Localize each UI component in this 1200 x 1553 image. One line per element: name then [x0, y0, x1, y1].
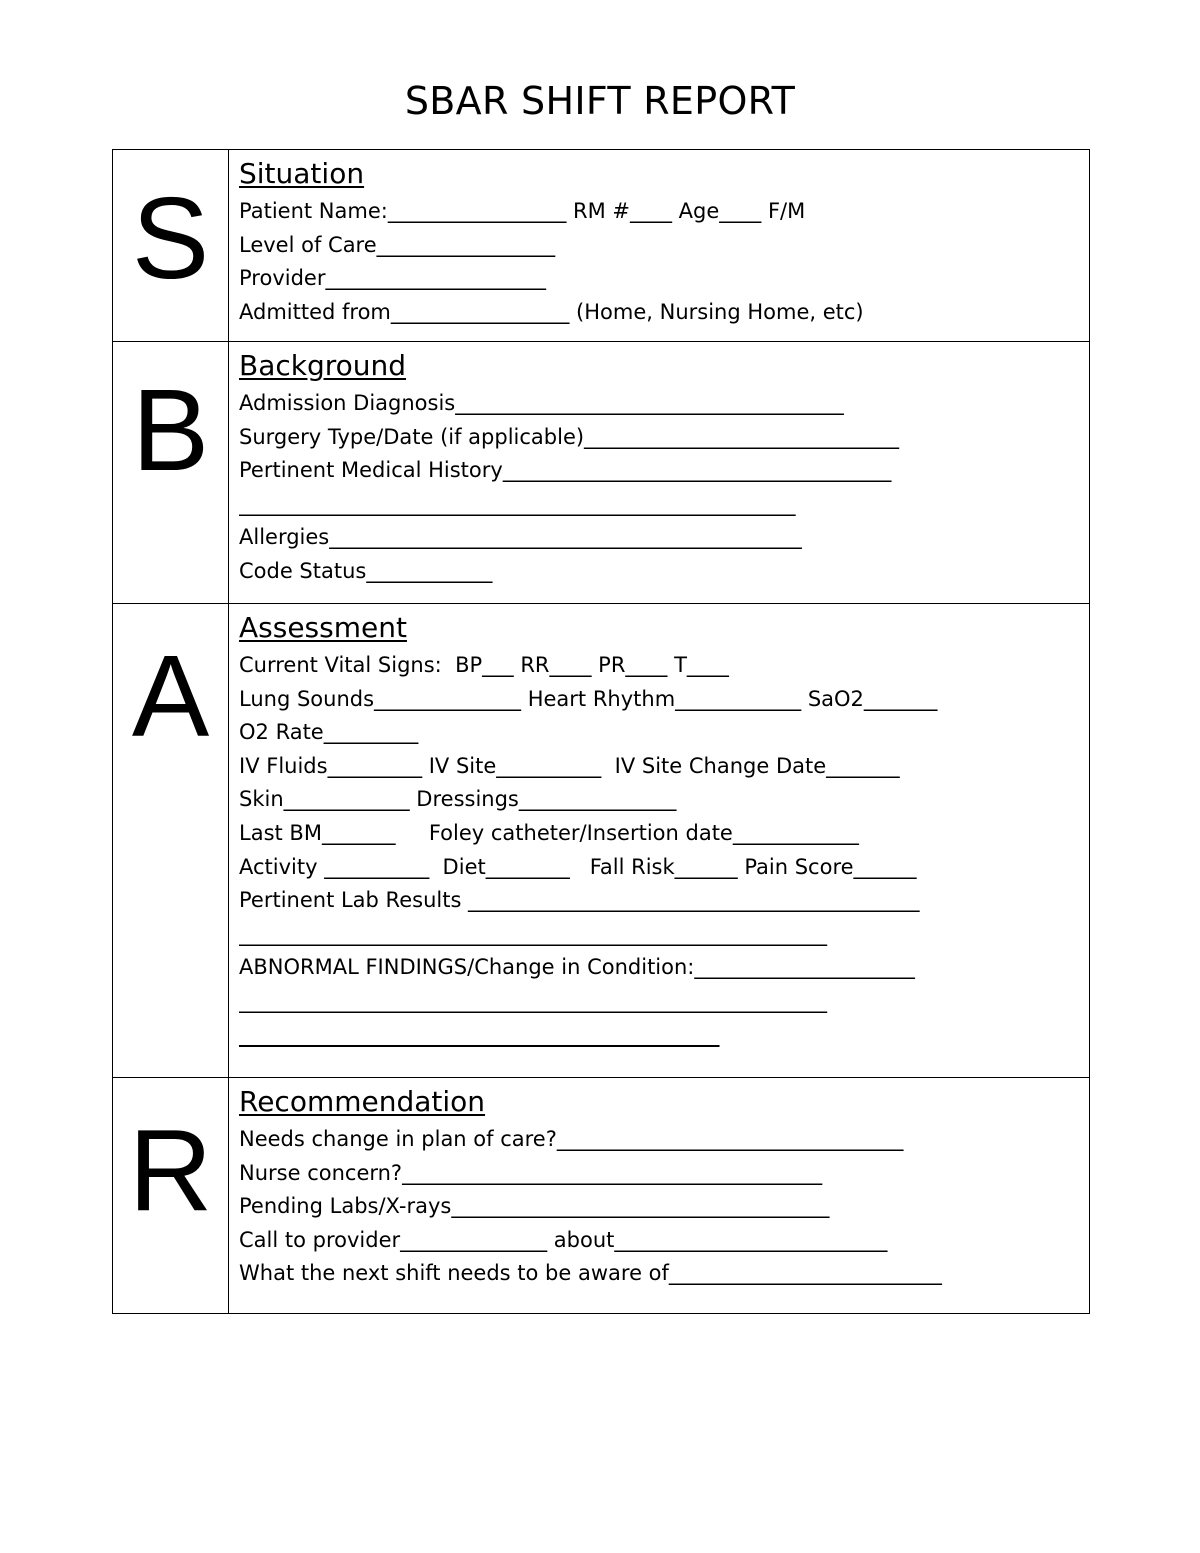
lab-results-continued-line[interactable]: ________________________________________________________	[239, 921, 827, 946]
admitted-from-line[interactable]: Admitted from_________________ (Home, Nursing Home, etc)	[239, 299, 864, 324]
abnormal-findings-line[interactable]: ABNORMAL FINDINGS/Change in Condition:_____________________	[239, 955, 915, 980]
background-row	[113, 342, 1089, 604]
recommendation-content	[229, 1078, 1089, 1313]
situation-heading: Situation	[239, 157, 365, 190]
background-letter: B	[131, 365, 210, 495]
nurse-concern-line[interactable]: Nurse concern?________________________________________	[239, 1160, 823, 1185]
abnormal-findings-bold-line[interactable]: ________________________________________________	[239, 1022, 719, 1047]
assessment-content	[229, 604, 1089, 1077]
pending-labs-line[interactable]: Pending Labs/X-rays____________________________________	[239, 1194, 830, 1219]
skin-line[interactable]: Skin____________ Dressings_______________	[239, 787, 677, 812]
admission-diagnosis-line[interactable]: Admission Diagnosis_____________________________________	[239, 391, 844, 415]
next-shift-awareness-line[interactable]: What the next shift needs to be aware of__________________________	[239, 1261, 942, 1286]
situation-letter-cell	[113, 150, 229, 341]
iv-fluids-line[interactable]: IV Fluids_________ IV Site__________ IV Site Change Date_______	[239, 753, 900, 778]
situation-letter: S	[131, 173, 210, 303]
surgery-type-line[interactable]: Surgery Type/Date (if applicable)______________________________	[239, 424, 900, 449]
sbar-table	[112, 149, 1090, 1314]
medical-history-line[interactable]: Pertinent Medical History_____________________________________	[239, 458, 892, 483]
abnormal-findings-continued-line[interactable]: ________________________________________________________	[239, 988, 827, 1013]
background-content	[229, 342, 1089, 603]
patient-name-line[interactable]: Patient Name:_________________ RM #____ Age____ F/M	[239, 199, 806, 223]
assessment-letter-cell	[113, 604, 229, 1077]
recommendation-heading: Recommendation	[239, 1085, 486, 1118]
page-title: SBAR SHIFT REPORT	[404, 79, 796, 123]
recommendation-row	[113, 1078, 1089, 1314]
last-bm-line[interactable]: Last BM_______ Foley catheter/Insertion date____________	[239, 820, 859, 845]
code-status-line[interactable]: Code Status____________	[239, 558, 493, 583]
level-of-care-line[interactable]: Level of Care_________________	[239, 232, 556, 257]
lab-results-line[interactable]: Pertinent Lab Results ___________________________________________	[239, 888, 920, 913]
situation-content	[229, 150, 1089, 341]
background-letter-cell	[113, 342, 229, 603]
background-heading: Background	[239, 349, 407, 382]
recommendation-letter: R	[128, 1105, 213, 1235]
provider-line[interactable]: Provider_____________________	[239, 266, 546, 291]
recommendation-letter-cell	[113, 1078, 229, 1313]
lung-sounds-line[interactable]: Lung Sounds______________ Heart Rhythm____________ SaO2_______	[239, 686, 938, 711]
assessment-letter: A	[131, 631, 210, 761]
call-to-provider-line[interactable]: Call to provider______________ about__________________________	[239, 1227, 888, 1252]
allergies-line[interactable]: Allergies_____________________________________________	[239, 525, 802, 550]
assessment-heading: Assessment	[239, 611, 407, 644]
plan-of-care-line[interactable]: Needs change in plan of care?_________________________________	[239, 1127, 904, 1151]
medical-history-continued-line[interactable]: _____________________________________________________	[239, 491, 796, 516]
vital-signs-line[interactable]: Current Vital Signs: BP___ RR____ PR____ T____	[239, 653, 729, 677]
activity-line[interactable]: Activity __________ Diet________ Fall Risk______ Pain Score______	[239, 854, 917, 879]
o2-rate-line[interactable]: O2 Rate_________	[239, 720, 419, 745]
assessment-row	[113, 604, 1089, 1078]
situation-row	[113, 150, 1089, 342]
